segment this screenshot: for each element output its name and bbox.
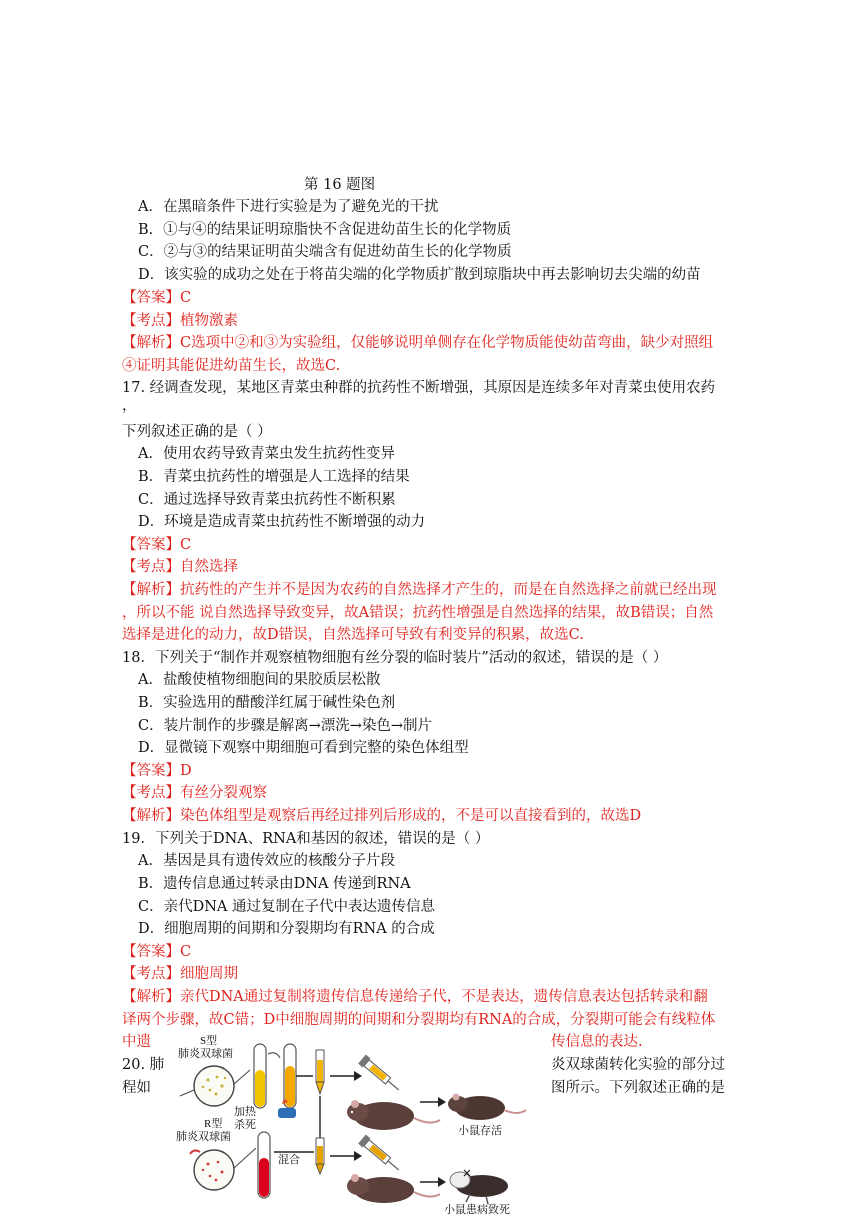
r-culture-tube <box>258 1132 270 1198</box>
heat-label-2: 杀死 <box>234 1119 256 1131</box>
q18-option-b: B．实验选用的醋酸洋红属于碱性染色剂 <box>138 695 396 711</box>
q17-option-c: C．通过选择导致青菜虫抗药性不断积累 <box>138 492 396 508</box>
q16-option-c: C．②与③的结果证明苗尖端含有促进幼苗生长的化学物质 <box>138 244 512 260</box>
transformation-experiment-figure <box>170 1030 550 1216</box>
mouse-1 <box>347 1100 440 1130</box>
arrow-to-syringe-2 <box>330 1151 362 1161</box>
arrow-to-dead-mouse <box>420 1177 446 1187</box>
q20-stem-left-2: 程如 <box>122 1080 151 1096</box>
q19-jiexi-1: 【解析】亲代DNA通过复制将遗传信息传递给子代，不是表达，遗传信息表达包括转录和翻 <box>122 989 708 1005</box>
q18-option-c: C．装片制作的步骤是解离→漂洗→染色→制片 <box>138 718 433 734</box>
s-type-label-1: S型 <box>200 1035 218 1047</box>
arrow-to-syringe-1 <box>330 1071 362 1081</box>
q20-stem-right-1: 炎双球菌转化实验的部分过 <box>551 1057 725 1073</box>
q17-option-d: D．环境是造成青菜虫抗药性不断增强的动力 <box>138 514 426 530</box>
q16-kaodian: 【考点】植物激素 <box>122 313 238 329</box>
q17-jiexi-3: 选择是进化的动力，故D错误，自然选择可导致有利变异的积累，故选C. <box>122 627 584 643</box>
q17-jiexi-1: 【解析】抗药性的产生并不是因为农药的自然选择才产生的，而是在自然选择之前就已经出现 <box>122 582 717 598</box>
q16-jiexi-1: 【解析】C选项中②和③为实验组，仅能够说明单侧存在化学物质能使幼苗弯曲，缺少对照组 <box>122 335 714 351</box>
heat-label-1: 加热 <box>234 1106 256 1118</box>
q19-option-b: B．遗传信息通过转录由DNA 传递到RNA <box>138 876 411 892</box>
q18-kaodian: 【考点】有丝分裂观察 <box>122 785 267 801</box>
syringe-2-icon <box>358 1134 402 1174</box>
alive-label: 小鼠存活 <box>458 1125 502 1137</box>
q17-option-a: A．使用农药导致青菜虫发生抗药性变异 <box>138 446 395 462</box>
q19-jiexi-3a: 中遗 <box>122 1034 151 1050</box>
q16-option-d: D．该实验的成功之处在于将苗尖端的化学物质扩散到琼脂块中再去影响切去尖端的幼苗 <box>138 267 701 283</box>
q17-stem-3: 下列叙述正确的是（ ） <box>122 424 272 440</box>
q18-jiexi: 【解析】染色体组型是观察后再经过排列后形成的，不是可以直接看到的，故选D <box>122 808 642 824</box>
q19-jiexi-3b: 传信息的表达. <box>551 1034 643 1050</box>
heated-tube <box>284 1044 296 1108</box>
q16-jiexi-2: ④证明其能促进幼苗生长，故选C. <box>122 358 341 374</box>
q16-option-a: A．在黑暗条件下进行实验是为了避免光的干扰 <box>138 199 439 215</box>
q19-option-c: C．亲代DNA 通过复制在子代中表达遗传信息 <box>138 899 435 915</box>
s-type-petri-dish <box>194 1066 234 1106</box>
q19-stem: 19．下列关于DNA、RNA和基因的叙述，错误的是（ ） <box>122 831 490 847</box>
q19-option-d: D．细胞周期的间期和分裂期均有RNA 的合成 <box>138 921 435 937</box>
figure-caption: 第 16 题图 <box>304 177 376 193</box>
r-type-label-1: R型 <box>204 1118 223 1130</box>
upper-pipette <box>316 1050 324 1094</box>
dead-mouse <box>450 1170 508 1204</box>
q17-answer: 【答案】C <box>122 537 192 553</box>
q20-stem-left-1: 20. 肺 <box>122 1057 165 1073</box>
s-culture-tube <box>254 1044 266 1108</box>
dead-label: 小鼠患病致死 <box>444 1204 510 1216</box>
q19-kaodian: 【考点】细胞周期 <box>122 966 238 982</box>
q17-option-b: B．青菜虫抗药性的增强是人工选择的结果 <box>138 469 410 485</box>
alive-mouse <box>448 1094 526 1121</box>
q19-answer: 【答案】C <box>122 944 192 960</box>
q17-stem-1: 17. 经调查发现，某地区青菜虫种群的抗药性不断增强，其原因是连续多年对青菜虫使用农药 <box>122 380 716 396</box>
r-type-label-2: 肺炎双球菌 <box>176 1131 231 1143</box>
arrow-to-alive-mouse <box>420 1097 446 1107</box>
q19-jiexi-2: 译两个步骤，故C错；D中细胞周期的间期和分裂期均有RNA的合成，分裂期可能会有线粒体 <box>122 1012 716 1028</box>
q18-stem: 18．下列关于“制作并观察植物细胞有丝分裂的临时装片”活动的叙述，错误的是（ ） <box>122 650 668 666</box>
q18-answer: 【答案】D <box>122 763 192 779</box>
q18-option-a: A．盐酸使植物细胞间的果胶质层松散 <box>138 672 381 688</box>
mix-label: 混合 <box>278 1154 300 1166</box>
q18-option-d: D．显微镜下观察中期细胞可看到完整的染色体组型 <box>138 740 469 756</box>
q20-stem-right-2: 图所示。下列叙述正确的是 <box>551 1080 725 1096</box>
q16-option-b: B．①与④的结果证明琼脂快不含促进幼苗生长的化学物质 <box>138 222 512 238</box>
q16-answer: 【答案】C <box>122 290 192 306</box>
mouse-2 <box>347 1174 440 1203</box>
lower-pipette <box>316 1138 324 1174</box>
q17-stem-2: ， <box>122 398 137 414</box>
q17-kaodian: 【考点】自然选择 <box>122 559 238 575</box>
q19-option-a: A．基因是具有遗传效应的核酸分子片段 <box>138 853 395 869</box>
r-type-petri-dish <box>194 1150 234 1190</box>
q17-jiexi-2: ，所以不能 说自然选择导致变异，故A错误；抗药性增强是自然选择的结果，故B错误；自然 <box>122 605 714 621</box>
syringe-1-icon <box>358 1054 402 1094</box>
s-type-label-2: 肺炎双球菌 <box>178 1048 233 1060</box>
